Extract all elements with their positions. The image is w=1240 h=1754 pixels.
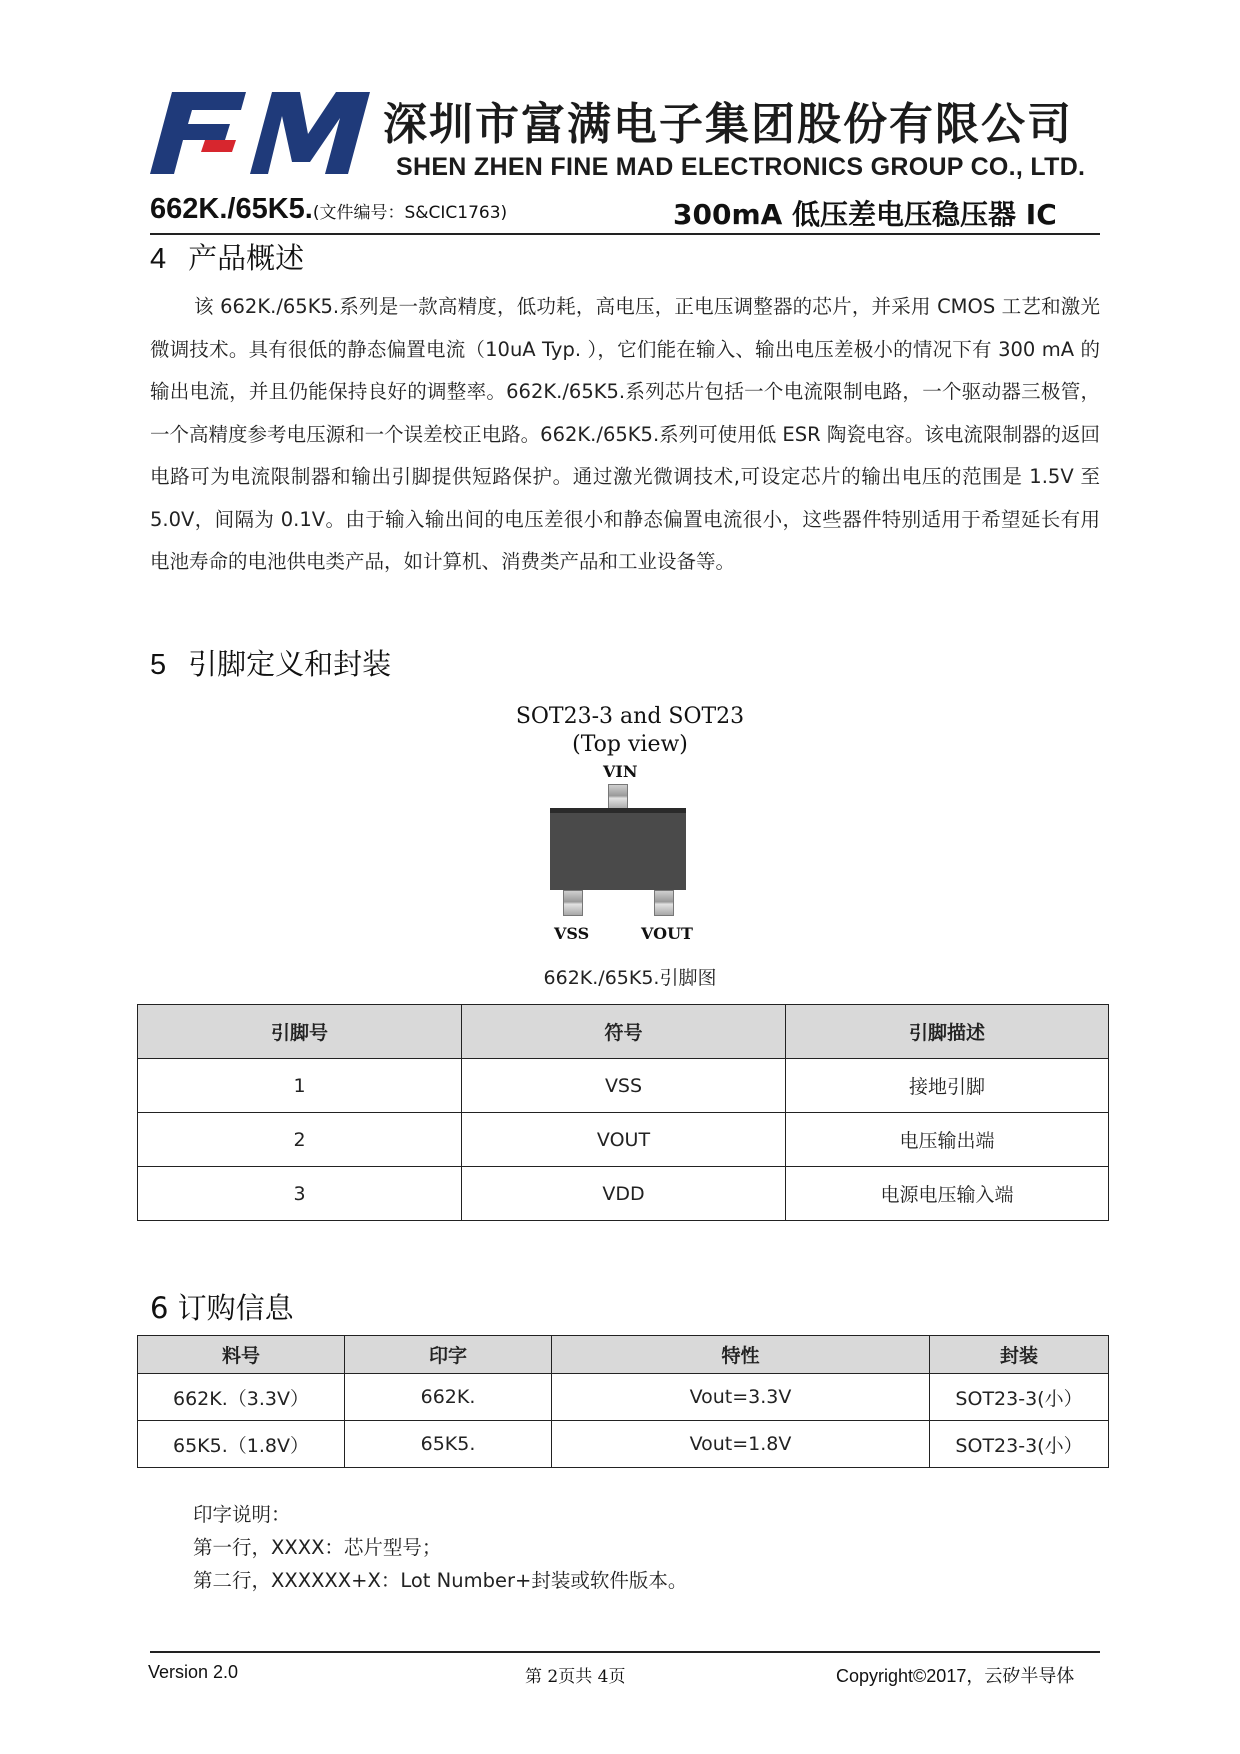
- cell-part-number: 65K5.（1.8V）: [138, 1421, 345, 1468]
- section-5-number: 5: [150, 649, 167, 681]
- diagram-caption: 662K./65K5.引脚图: [543, 967, 717, 989]
- header-pin-description: 引脚描述: [786, 1005, 1109, 1059]
- header-divider: [150, 233, 1100, 235]
- section-4-number: 4: [150, 243, 167, 275]
- footer-version: Version 2.0: [148, 1662, 239, 1682]
- cell-description: 接地引脚: [786, 1059, 1109, 1113]
- doc-title: 300mA 低压差电压稳压器 IC: [673, 198, 1057, 231]
- cell-marking: 65K5.: [345, 1421, 552, 1468]
- table-row: [138, 1374, 1109, 1421]
- cell-package: SOT23-3(小）: [930, 1374, 1109, 1421]
- section-5-title: 引脚定义和封装: [188, 647, 392, 681]
- marking-notes: [193, 1498, 687, 1597]
- header-feature: 特性: [552, 1336, 930, 1374]
- ordering-info-table: [137, 1335, 1109, 1468]
- cell-symbol: VOUT: [462, 1113, 786, 1167]
- sot23-package-body: [550, 808, 686, 890]
- pin-label-vout: VOUT: [641, 924, 693, 943]
- footer-divider: [150, 1651, 1100, 1653]
- header-part-number: 料号: [138, 1336, 345, 1374]
- section-4-heading: [150, 236, 304, 277]
- pin-vss: [563, 890, 583, 916]
- company-name-en: SHEN ZHEN FINE MAD ELECTRONICS GROUP CO., LTD.: [396, 153, 1086, 181]
- cell-symbol: VDD: [462, 1167, 786, 1221]
- diagram-title-line-2: (Top view): [572, 732, 688, 757]
- pin-vin: [608, 784, 628, 810]
- doc-number: (文件编号：S&CIC1763): [312, 203, 508, 223]
- cell-package: SOT23-3(小）: [930, 1421, 1109, 1468]
- marking-notes-line-1: 第一行，XXXX：芯片型号；: [193, 1536, 442, 1559]
- cell-feature: Vout=1.8V: [552, 1421, 930, 1468]
- company-logo: [150, 92, 370, 174]
- table-row: [138, 1167, 1109, 1221]
- pin-label-vss: VSS: [554, 924, 590, 943]
- cell-symbol: VSS: [462, 1059, 786, 1113]
- part-number-line: [150, 193, 507, 226]
- table-row: [138, 1421, 1109, 1468]
- table-row: [138, 1113, 1109, 1167]
- marking-notes-title: 印字说明：: [193, 1503, 291, 1526]
- product-overview-paragraph: 该 662K./65K5.系列是一款高精度，低功耗，高电压，正电压调整器的芯片，并采用 CMOS 工艺和激光微调技术。具有很低的静态偏置电流（10uA Typ. ），它们能在输入、输出电压差极小的情况下有 300 mA 的输出电流，并且仍能保持良好的调整率。662K./65K5.系列芯片包括一个电流限制电路，一个驱动器三极管，一个高精度参考电压源和一个误差校正电路。662K./65K5.系列可使用低 ESR 陶瓷电容。该电流限制器的返回电路可为电流限制器和输出引脚提供短路保护。通过激光微调技术,可设定芯片的输出电压的范围是 1.5V 至 5.0V，间隔为 0.1V。由于输入输出间的电压差很小和静态偏置电流很小，这些器件特别适用于希望延长有用电池寿命的电池供电类产品，如计算机、消费类产品和工业设备等。: [150, 295, 1100, 573]
- footer-page-number: 第 2页共 4页: [525, 1667, 626, 1687]
- section-5-heading: [150, 642, 391, 683]
- cell-pin-number: 3: [138, 1167, 462, 1221]
- footer-copyright: Copyright©2017，云矽半导体: [836, 1666, 1075, 1686]
- cell-marking: 662K.: [345, 1374, 552, 1421]
- cell-part-number: 662K.（3.3V）: [138, 1374, 345, 1421]
- diagram-title-line-1: SOT23-3 and SOT23: [515, 704, 745, 729]
- company-name-cn: 深圳市富满电子集团股份有限公司: [383, 99, 1073, 150]
- section-4-title: 产品概述: [188, 241, 305, 275]
- pin-vout: [654, 890, 674, 916]
- header-package: 封装: [930, 1336, 1109, 1374]
- table-header-row: [138, 1336, 1109, 1374]
- cell-description: 电压输出端: [786, 1113, 1109, 1167]
- header-marking: 印字: [345, 1336, 552, 1374]
- cell-description: 电源电压输入端: [786, 1167, 1109, 1221]
- marking-notes-line-2: 第二行，XXXXXX+X：Lot Number+封装或软件版本。: [193, 1569, 688, 1592]
- part-number: 662K./65K5.: [150, 193, 313, 225]
- pin-label-vin: VIN: [603, 762, 638, 781]
- header-symbol: 符号: [462, 1005, 786, 1059]
- table-row: [138, 1059, 1109, 1113]
- cell-pin-number: 1: [138, 1059, 462, 1113]
- section-6-heading: 6 订购信息: [150, 1291, 294, 1325]
- header-pin-number: 引脚号: [138, 1005, 462, 1059]
- pin-definition-table: [137, 1004, 1109, 1221]
- table-header-row: [138, 1005, 1109, 1059]
- cell-feature: Vout=3.3V: [552, 1374, 930, 1421]
- cell-pin-number: 2: [138, 1113, 462, 1167]
